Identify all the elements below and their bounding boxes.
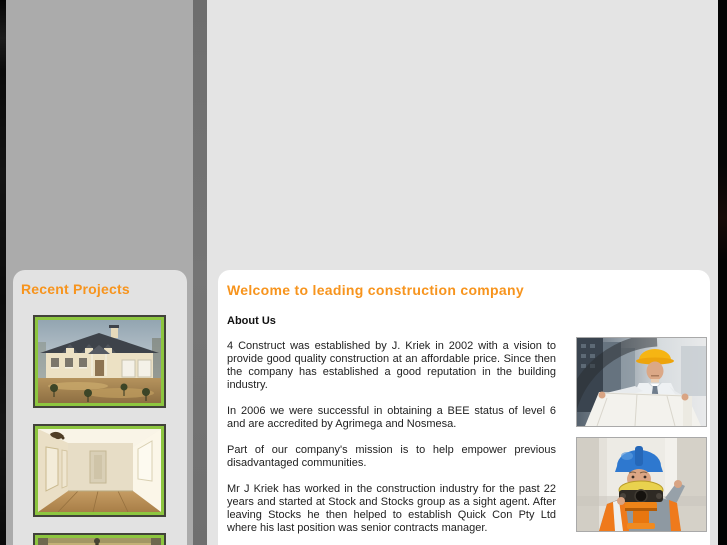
project-thumbnail-list [13, 315, 187, 545]
hallway-interior-photo [38, 429, 161, 512]
photo-surveyor [576, 437, 707, 532]
project-thumbnail-hallway-interior[interactable] [33, 424, 166, 517]
project-thumbnail-house-exterior[interactable] [33, 315, 166, 408]
surveyor-photo [577, 438, 706, 531]
project-photo-partial [38, 538, 161, 545]
about-paragraph-4: Mr J Kriek has worked in the construction industry for the past 22 years and started at Stock and Stocks group as a sight agent. After leaving Stocks he then helped to establish Quick Con Pty Ltd where his last position was senior contracts manager. [227, 483, 556, 534]
recent-projects-heading: Recent Projects [21, 281, 130, 297]
thumbnail-green-frame [35, 426, 164, 515]
thumbnail-green-frame [35, 317, 164, 406]
photo-column [576, 337, 707, 532]
background-divider-strip [193, 0, 207, 545]
house-exterior-photo [38, 320, 161, 403]
project-thumbnail-partial[interactable] [33, 533, 166, 545]
background-right-edge [718, 0, 727, 545]
about-us-heading: About Us [227, 315, 276, 327]
content-panel [218, 270, 710, 545]
about-paragraph-3: Part of our company's mission is to help empower previous disadvantaged communities. [227, 444, 556, 469]
page-title: Welcome to leading construction company [227, 282, 524, 298]
engineer-with-plans-photo [577, 338, 706, 426]
about-section [227, 315, 556, 535]
about-paragraph-2: In 2006 we were successful in obtaining a BEE status of level 6 and are accredited by Agrimega and Nosmesa. [227, 405, 556, 430]
about-paragraph-1: 4 Construct was established by J. Kriek in 2002 with a vision to provide good quality construction at an affordable price. Since then the company has established a good reputation in the building industry. [227, 340, 556, 391]
thumbnail-green-frame [35, 535, 164, 545]
photo-engineer-with-plans [576, 337, 707, 427]
recent-projects-panel [13, 270, 187, 545]
